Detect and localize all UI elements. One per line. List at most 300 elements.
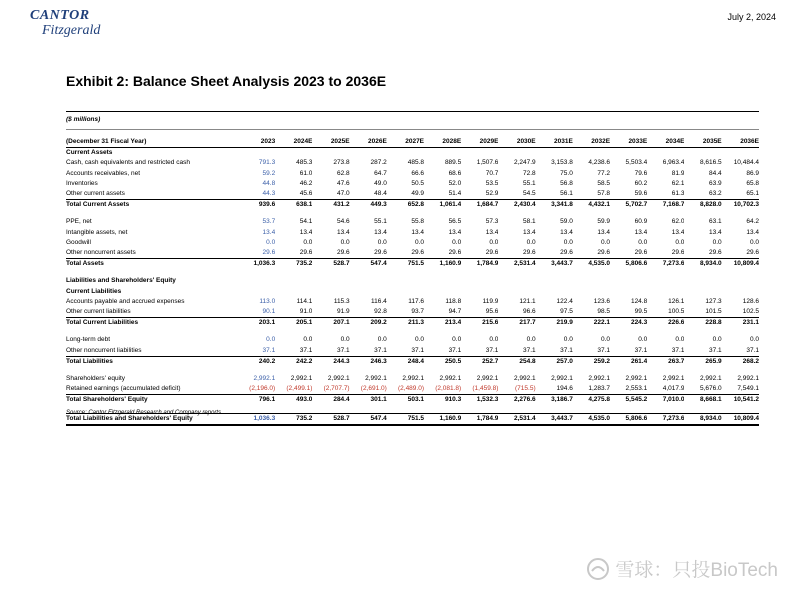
cell-value: 263.7 (647, 356, 684, 367)
cell-value: 13.4 (522, 228, 536, 236)
row-label: Shareholders' equity (66, 375, 126, 383)
cell-value: 1,160.9 (424, 259, 461, 270)
cell-value: 5,702.7 (610, 200, 647, 211)
exhibit-title: Exhibit 2: Balance Sheet Analysis 2023 to 2036E (66, 73, 387, 89)
cell-value: 228.8 (684, 318, 721, 329)
cell-value: 3,443.7 (536, 413, 573, 425)
cell-value: 2,992.1 (625, 375, 648, 383)
cell-value: 248.4 (387, 356, 424, 367)
cell-value: 2,430.4 (498, 200, 535, 211)
cell-value: 29.6 (522, 249, 536, 257)
cell-value: 4,275.8 (573, 395, 610, 406)
cell-value: 60.2 (634, 179, 648, 187)
row-label: Goodwill (66, 238, 91, 246)
cell-value: 126.1 (668, 297, 685, 305)
row-label: Other noncurrent liabilities (66, 346, 142, 354)
cell-value: 7,273.6 (647, 413, 684, 425)
cell-value: 118.8 (445, 297, 462, 305)
cell-value: (2,196.0) (249, 385, 276, 393)
cell-value: 0.0 (638, 238, 648, 246)
cell-value: 13.4 (634, 228, 648, 236)
cell-value: 62.0 (671, 218, 685, 226)
cell-value: 48.4 (374, 190, 387, 198)
cell-value: 2,247.9 (513, 159, 536, 167)
cell-value: 5,545.2 (610, 395, 647, 406)
cell-value: 37.1 (374, 346, 387, 354)
cell-value: 62.1 (671, 179, 685, 187)
cell-value: 53.5 (485, 179, 499, 187)
cell-value: 29.6 (746, 249, 759, 257)
table-row (66, 346, 759, 357)
cell-value: 0.0 (340, 336, 350, 344)
cell-value: 0.0 (712, 336, 722, 344)
cell-value: 449.3 (350, 200, 387, 211)
cell-value: 0.0 (414, 336, 425, 344)
cell-value: 68.6 (448, 169, 462, 177)
cell-value: 7,549.1 (737, 385, 759, 393)
cell-value: 96.6 (522, 308, 536, 316)
cell-value: 63.1 (708, 218, 722, 226)
table-header-row (66, 137, 759, 148)
cell-value: 231.1 (722, 318, 759, 329)
cell-value: 116.4 (371, 297, 387, 305)
row-label: Inventories (66, 179, 98, 187)
cell-value: 0.0 (526, 336, 536, 344)
year-header: 2032E (573, 137, 610, 148)
cell-value: 64.7 (374, 169, 387, 177)
cell-value: 493.0 (275, 395, 312, 406)
cell-value: 0.0 (266, 238, 276, 246)
cell-value: 244.3 (312, 356, 349, 367)
cell-value: 13.4 (485, 228, 499, 236)
cell-value: 211.3 (387, 318, 424, 329)
cell-value: 60.9 (634, 218, 648, 226)
cell-value: 37.1 (485, 346, 499, 354)
year-header: 2034E (647, 137, 684, 148)
cell-value: 5,806.6 (610, 413, 647, 425)
cell-value: 2,992.1 (402, 375, 425, 383)
cell-value: 7,273.6 (647, 259, 684, 270)
cell-value: 13.4 (597, 228, 611, 236)
cell-value: 55.1 (522, 179, 536, 187)
cell-value: 889.5 (444, 159, 462, 167)
section-header-row (66, 287, 759, 297)
cell-value: 1,784.9 (461, 259, 498, 270)
cell-value: 56.5 (448, 218, 462, 226)
cell-value: 2,992.1 (551, 375, 573, 383)
cell-value: 287.2 (370, 159, 387, 167)
row-label: Total Current Liabilities (66, 318, 238, 329)
cell-value: 638.1 (275, 200, 312, 211)
cell-value: 485.8 (407, 159, 425, 167)
cell-value: 0.0 (563, 238, 573, 246)
cell-value: 791.3 (258, 159, 276, 167)
cell-value: 57.8 (597, 190, 611, 198)
cell-value: 6,963.4 (662, 159, 685, 167)
source-note: Source: Cantor Fitzgerald Research and Company reports (66, 410, 222, 416)
row-label: Total Current Assets (66, 200, 238, 211)
cell-value: 2,276.6 (498, 395, 535, 406)
year-header: 2026E (350, 137, 387, 148)
cell-value: 37.1 (299, 346, 313, 354)
cell-value: 91.9 (336, 308, 350, 316)
cell-value: 194.6 (556, 385, 573, 393)
cell-value: 29.6 (708, 249, 722, 257)
cell-value: 528.7 (312, 413, 349, 425)
watermark (587, 555, 778, 582)
cell-value: 29.6 (634, 249, 648, 257)
row-label: Retained earnings (accumulated deficit) (66, 385, 181, 393)
cell-value: 113.0 (259, 297, 276, 305)
cell-value: 0.0 (675, 238, 685, 246)
cell-value: 55.8 (411, 218, 425, 226)
cell-value: 0.0 (638, 336, 648, 344)
row-label: Other current liabilities (66, 308, 131, 316)
cell-value: 93.7 (411, 308, 425, 316)
cell-value: 54.1 (299, 218, 313, 226)
table-row (66, 179, 759, 189)
cell-value: 3,341.8 (536, 200, 573, 211)
cell-value: 751.5 (387, 259, 424, 270)
cell-value: 13.4 (411, 228, 425, 236)
cell-value: 4,017.9 (662, 385, 685, 393)
cell-value: 0.0 (377, 336, 387, 344)
cell-value: 37.1 (634, 346, 648, 354)
cell-value: 29.6 (336, 249, 350, 257)
cell-value: 0.0 (489, 336, 499, 344)
spacer-row (66, 328, 759, 335)
cell-value: 10,702.3 (722, 200, 759, 211)
cell-value: 121.1 (519, 297, 536, 305)
cell-value: 1,784.9 (461, 413, 498, 425)
total-row (66, 318, 759, 329)
cell-value: 37.1 (597, 346, 611, 354)
spacer-row (66, 367, 759, 374)
cell-value: 528.7 (312, 259, 349, 270)
cell-value: (2,499.1) (286, 385, 313, 393)
cell-value: 81.9 (671, 169, 685, 177)
cell-value: 59.6 (634, 190, 648, 198)
cell-value: 37.1 (671, 346, 685, 354)
cell-value: 13.4 (671, 228, 685, 236)
section-header-row (66, 276, 759, 286)
cell-value: 3,443.7 (536, 259, 573, 270)
cell-value: 58.1 (522, 218, 536, 226)
cell-value: (1,459.8) (472, 385, 499, 393)
cell-value: 70.7 (485, 169, 499, 177)
cell-value: 0.0 (675, 336, 685, 344)
cell-value: 13.4 (708, 228, 722, 236)
row-label: Total Assets (66, 259, 238, 270)
year-header: 2030E (498, 137, 535, 148)
cell-value: 0.0 (489, 238, 499, 246)
snowball-icon (587, 558, 609, 580)
cell-value: 735.2 (275, 259, 312, 270)
table-row (66, 158, 759, 168)
cell-value: 95.6 (485, 308, 499, 316)
cell-value: 37.1 (336, 346, 350, 354)
cell-value: 123.6 (593, 297, 611, 305)
logo-bottom-text: Fitzgerald (42, 23, 101, 38)
cell-value: 213.4 (424, 318, 461, 329)
cantor-fitzgerald-logo (30, 9, 114, 41)
cell-value: 29.6 (597, 249, 611, 257)
units-divider (66, 129, 759, 130)
cell-value: 301.1 (350, 395, 387, 406)
cell-value: (715.5) (515, 385, 536, 393)
spacer-row (66, 210, 759, 217)
cell-value: 63.9 (708, 179, 722, 187)
table-row (66, 335, 759, 345)
cell-value: 0.0 (377, 238, 387, 246)
year-header: 2025E (312, 137, 349, 148)
cell-value: 0.0 (600, 238, 611, 246)
cell-value: 0.0 (452, 238, 462, 246)
cell-value: 242.2 (275, 356, 312, 367)
cell-value: 46.2 (299, 179, 313, 187)
cell-value: 94.7 (448, 308, 462, 316)
row-label: Current Liabilities (66, 287, 122, 295)
cell-value: (2,691.0) (360, 385, 387, 393)
cell-value: 61.0 (299, 169, 313, 177)
cell-value: 37.1 (411, 346, 425, 354)
cell-value: 1,507.6 (476, 159, 499, 167)
report-date: July 2, 2024 (727, 12, 776, 22)
cell-value: 431.2 (312, 200, 349, 211)
cell-value: 207.1 (312, 318, 349, 329)
cell-value: 2,992.1 (513, 375, 536, 383)
cell-value: 13.4 (448, 228, 462, 236)
cell-value: 97.5 (560, 308, 573, 316)
cell-value: 1,283.7 (588, 385, 611, 393)
section-header-row (66, 148, 759, 159)
cell-value: (2,081.8) (435, 385, 462, 393)
row-label: Total Shareholders' Equity (66, 395, 238, 406)
cell-value: 217.7 (498, 318, 535, 329)
cell-value: 4,535.0 (573, 413, 610, 425)
cell-value: 205.1 (275, 318, 312, 329)
watermark-text: 雪球：只投BioTech (615, 560, 778, 581)
cell-value: 910.3 (424, 395, 461, 406)
cell-value: 0.0 (414, 238, 425, 246)
cell-value: 29.6 (299, 249, 313, 257)
cell-value: 13.4 (746, 228, 759, 236)
cell-value: 58.5 (597, 179, 611, 187)
cell-value: 119.9 (482, 297, 499, 305)
cell-value: 796.1 (238, 395, 275, 406)
cell-value: 3,153.8 (551, 159, 573, 167)
cell-value: 66.6 (411, 169, 425, 177)
total-row (66, 395, 759, 406)
cell-value: 7,168.7 (647, 200, 684, 211)
cell-value: 47.0 (336, 190, 350, 198)
title-divider (66, 111, 759, 112)
row-label: Other current assets (66, 190, 125, 198)
cell-value: (2,707.7) (323, 385, 350, 393)
spacer-row (66, 269, 759, 276)
cell-value: 751.5 (387, 413, 424, 425)
table-row (66, 217, 759, 227)
year-header: 2035E (684, 137, 721, 148)
cell-value: 29.6 (374, 249, 387, 257)
cell-value: 13.4 (374, 228, 387, 236)
row-label: Total Liabilities and Shareholders' Equity (66, 413, 238, 425)
cell-value: 10,541.2 (722, 395, 759, 406)
cell-value: 485.3 (296, 159, 313, 167)
cell-value: 5,676.0 (699, 385, 722, 393)
cell-value: 77.2 (597, 169, 611, 177)
cell-value: 503.1 (387, 395, 424, 406)
cell-value: 226.6 (647, 318, 684, 329)
cell-value: 8,616.5 (699, 159, 722, 167)
cell-value: 5,806.6 (610, 259, 647, 270)
cell-value: 29.6 (448, 249, 462, 257)
cell-value: 254.8 (498, 356, 535, 367)
units-label: ($ millions) (66, 116, 101, 123)
cell-value: 10,809.4 (722, 413, 759, 425)
cell-value: 29.6 (560, 249, 573, 257)
year-header: 2033E (610, 137, 647, 148)
cell-value: 62.8 (336, 169, 350, 177)
row-label: Other noncurrent assets (66, 249, 136, 257)
cell-value: 2,992.1 (290, 375, 313, 383)
cell-value: 29.6 (671, 249, 685, 257)
cell-value: 2,531.4 (498, 259, 535, 270)
row-label: Long-term debt (66, 336, 111, 344)
cell-value: 1,532.3 (461, 395, 498, 406)
cell-value: 257.0 (536, 356, 573, 367)
cell-value: 547.4 (350, 413, 387, 425)
cell-value: 265.9 (684, 356, 721, 367)
table-row (66, 374, 759, 384)
cell-value: 224.3 (610, 318, 647, 329)
table-row (66, 238, 759, 248)
cell-value: 2,992.1 (327, 375, 350, 383)
cell-value: 273.8 (333, 159, 350, 167)
cell-value: 2,992.1 (439, 375, 462, 383)
cell-value: 1,684.7 (461, 200, 498, 211)
cell-value: 59.9 (597, 218, 611, 226)
cell-value: 8,668.1 (684, 395, 721, 406)
row-label: Intangible assets, net (66, 228, 128, 236)
cell-value: 101.5 (705, 308, 722, 316)
cell-value: 0.0 (452, 336, 462, 344)
year-header: 2031E (536, 137, 573, 148)
cell-value: 44.8 (262, 179, 276, 187)
cell-value: 98.5 (597, 308, 611, 316)
cell-value: 92.8 (374, 308, 387, 316)
cell-value: 13.4 (299, 228, 313, 236)
cell-value: 54.5 (522, 190, 536, 198)
table-row (66, 228, 759, 238)
cell-value: 219.9 (536, 318, 573, 329)
cell-value: 114.1 (296, 297, 313, 305)
cell-value: 7,010.0 (647, 395, 684, 406)
row-label: Cash, cash equivalents and restricted cash (66, 159, 190, 167)
cell-value: 127.3 (705, 297, 722, 305)
cell-value: 2,992.1 (253, 375, 276, 383)
cell-value: 8,934.0 (684, 413, 721, 425)
cell-value: 0.0 (340, 238, 350, 246)
cell-value: 252.7 (461, 356, 498, 367)
cell-value: 8,934.0 (684, 259, 721, 270)
cell-value: 0.0 (749, 336, 759, 344)
cell-value: 100.5 (668, 308, 685, 316)
cell-value: 45.6 (299, 190, 313, 198)
cell-value: 64.2 (746, 218, 759, 226)
cell-value: 10,484.4 (733, 159, 759, 167)
cell-value: 1,036.3 (238, 413, 275, 425)
cell-value: 10,809.4 (722, 259, 759, 270)
cell-value: 59.2 (262, 169, 276, 177)
cell-value: 209.2 (350, 318, 387, 329)
row-label: Accounts receivables, net (66, 169, 141, 177)
cell-value: 0.0 (303, 238, 313, 246)
cell-value: 49.9 (411, 190, 425, 198)
cell-value: 124.8 (630, 297, 648, 305)
cell-value: 13.4 (336, 228, 350, 236)
table-row (66, 169, 759, 179)
cell-value: 8,828.0 (684, 200, 721, 211)
cell-value: 2,992.1 (662, 375, 685, 383)
cell-value: 259.2 (573, 356, 610, 367)
year-header: 2024E (275, 137, 312, 148)
cell-value: 13.4 (262, 228, 276, 236)
cell-value: 4,535.0 (573, 259, 610, 270)
year-header: 2036E (722, 137, 759, 148)
year-header: 2029E (461, 137, 498, 148)
cell-value: 59.0 (560, 218, 573, 226)
cell-value: (2,489.0) (397, 385, 425, 393)
cell-value: 2,992.1 (476, 375, 499, 383)
cell-value: 222.1 (573, 318, 610, 329)
table-row (66, 297, 759, 307)
row-label: Liabilities and Shareholders' Equity (66, 277, 176, 285)
cell-value: 122.4 (556, 297, 573, 305)
cell-value: 37.1 (708, 346, 722, 354)
cell-value: 261.4 (610, 356, 647, 367)
table-row (66, 189, 759, 200)
cell-value: 52.9 (485, 190, 499, 198)
cell-value: 55.1 (374, 218, 387, 226)
cell-value: 44.3 (262, 190, 276, 198)
cell-value: 50.5 (411, 179, 425, 187)
row-label: Current Assets (66, 149, 113, 157)
fiscal-year-header: (December 31 Fiscal Year) (66, 137, 238, 148)
cell-value: 268.2 (722, 356, 759, 367)
cell-value: 240.2 (238, 356, 275, 367)
cell-value: 72.8 (522, 169, 536, 177)
cell-value: 0.0 (563, 336, 573, 344)
cell-value: 79.6 (634, 169, 648, 177)
cell-value: 1,061.4 (424, 200, 461, 211)
cell-value: 939.6 (238, 200, 275, 211)
cell-value: 215.6 (461, 318, 498, 329)
cell-value: 61.3 (671, 190, 685, 198)
row-label: Accounts payable and accrued expenses (66, 297, 185, 305)
cell-value: 37.1 (522, 346, 536, 354)
cell-value: 57.3 (485, 218, 499, 226)
cell-value: 2,992.1 (365, 375, 387, 383)
cell-value: 246.3 (350, 356, 387, 367)
cell-value: 2,992.1 (699, 375, 722, 383)
cell-value: 1,036.3 (238, 259, 275, 270)
cell-value: 3,186.7 (536, 395, 573, 406)
year-header: 2027E (387, 137, 424, 148)
cell-value: 84.4 (708, 169, 722, 177)
cell-value: 2,992.1 (588, 375, 611, 383)
cell-value: 0.0 (303, 336, 313, 344)
